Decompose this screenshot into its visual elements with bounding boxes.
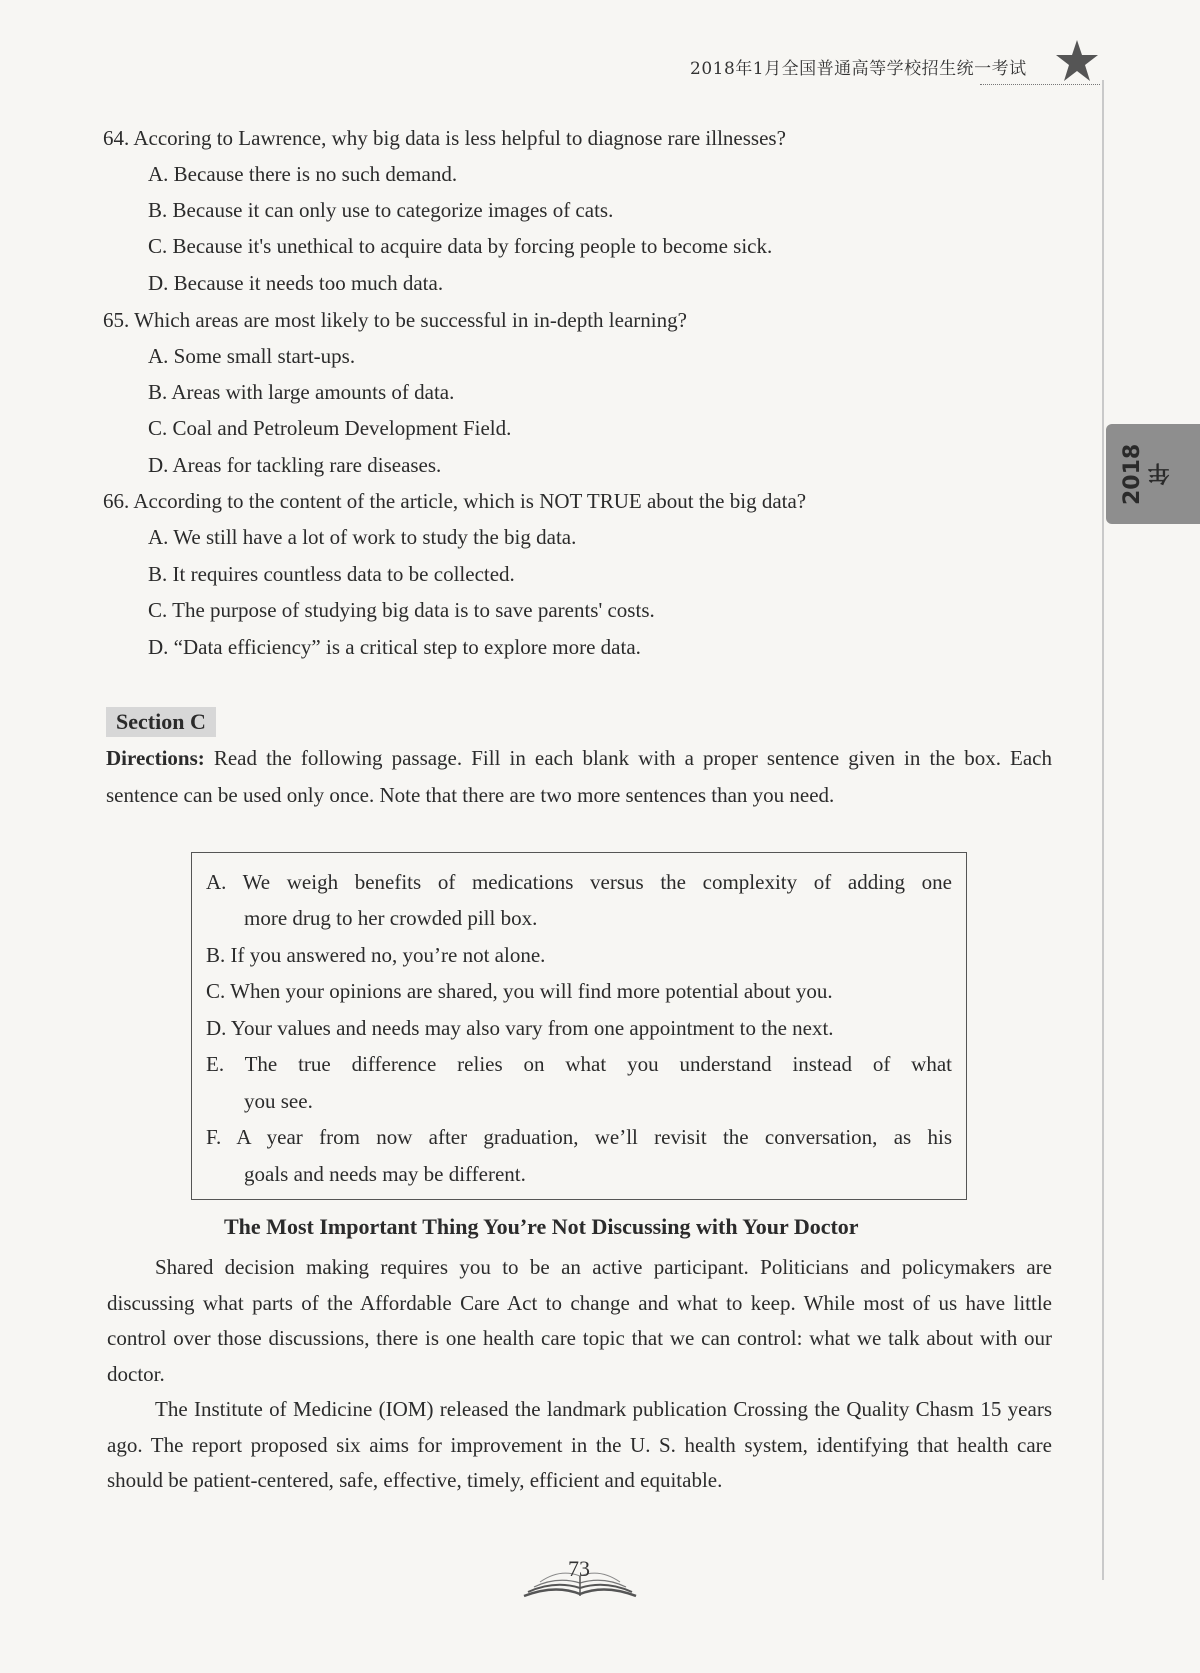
year-tab-label: 2018年: [1120, 443, 1173, 505]
article-paragraph-1: Shared decision making requires you to be an active participant. Politicians and policymakers are discussing what parts of the Affordable Care Act to change and what to keep. While most of us have little control over those discussions, there is one health care topic that we can control: what we talk about with our doctor.: [107, 1255, 1052, 1386]
question-66-option-c: C. The purpose of studying big data is to save parents' costs.: [148, 598, 655, 622]
question-64-option-d: D. Because it needs too much data.: [148, 271, 444, 295]
question-66-option-d: D. “Data efficiency” is a critical step to explore more data.: [148, 635, 641, 659]
question-66-stem: 66. According to the content of the article, which is NOT TRUE about the big data?: [103, 489, 807, 513]
question-65-option-d: D. Areas for tackling rare diseases.: [148, 453, 442, 477]
question-64-stem: 64. Accoring to Lawrence, why big data is less helpful to diagnose rare illnesses?: [103, 126, 786, 150]
box-option-e: E. The true difference relies on what you understand instead of what: [206, 1052, 952, 1076]
question-64-option-c: C. Because it's unethical to acquire data by forcing people to become sick.: [148, 234, 773, 258]
box-option-f: F. A year from now after graduation, we’ll revisit the conversation, as his: [206, 1125, 952, 1149]
directions-text: Read the following passage. Fill in each blank with a proper sentence given in the box. Each sentence can be used only once. Note that there are two more sentences than you need.: [106, 746, 1052, 807]
question-64-option-b: B. Because it can only use to categorize images of cats.: [148, 198, 614, 222]
running-head: 2018年1月全国普通高等学校招生统一考试: [690, 59, 1027, 79]
page-number: 73: [568, 1556, 590, 1581]
box-option-d: D. Your values and needs may also vary from one appointment to the next.: [206, 1016, 834, 1040]
box-option-e-cont: you see.: [244, 1089, 313, 1113]
article-title: The Most Important Thing You’re Not Discussing with Your Doctor: [224, 1214, 859, 1239]
question-65-option-a: A. Some small start-ups.: [148, 344, 356, 368]
question-65-stem: 65. Which areas are most likely to be successful in in-depth learning?: [103, 308, 687, 332]
directions: [106, 740, 1052, 813]
question-65-option-c: C. Coal and Petroleum Development Field.: [148, 416, 512, 440]
section-heading: Section C: [106, 707, 216, 737]
question-64-option-a: A. Because there is no such demand.: [148, 162, 458, 186]
question-66-option-b: B. It requires countless data to be collected.: [148, 562, 515, 586]
question-66-option-a: A. We still have a lot of work to study the big data.: [148, 525, 577, 549]
box-option-a-cont: more drug to her crowded pill box.: [244, 906, 538, 930]
question-65-option-b: B. Areas with large amounts of data.: [148, 380, 455, 404]
directions-label: Directions:: [106, 746, 205, 770]
box-option-a: A. We weigh benefits of medications versus the complexity of adding one: [206, 870, 952, 894]
article-paragraph-2: The Institute of Medicine (IOM) released the landmark publication Crossing the Quality Chasm 15 years ago. The report proposed six aims for improvement in the U. S. health system, identifying that health care should be patient-centered, safe, effective, timely, efficient and equitable.: [107, 1397, 1052, 1492]
box-option-f-cont: goals and needs may be different.: [244, 1162, 526, 1186]
star-icon: [1052, 38, 1102, 84]
box-option-b: B. If you answered no, you’re not alone.: [206, 943, 546, 967]
margin-rule: [1102, 80, 1104, 1580]
box-option-c: C. When your opinions are shared, you will find more potential about you.: [206, 979, 833, 1003]
header-underline: [980, 84, 1100, 86]
